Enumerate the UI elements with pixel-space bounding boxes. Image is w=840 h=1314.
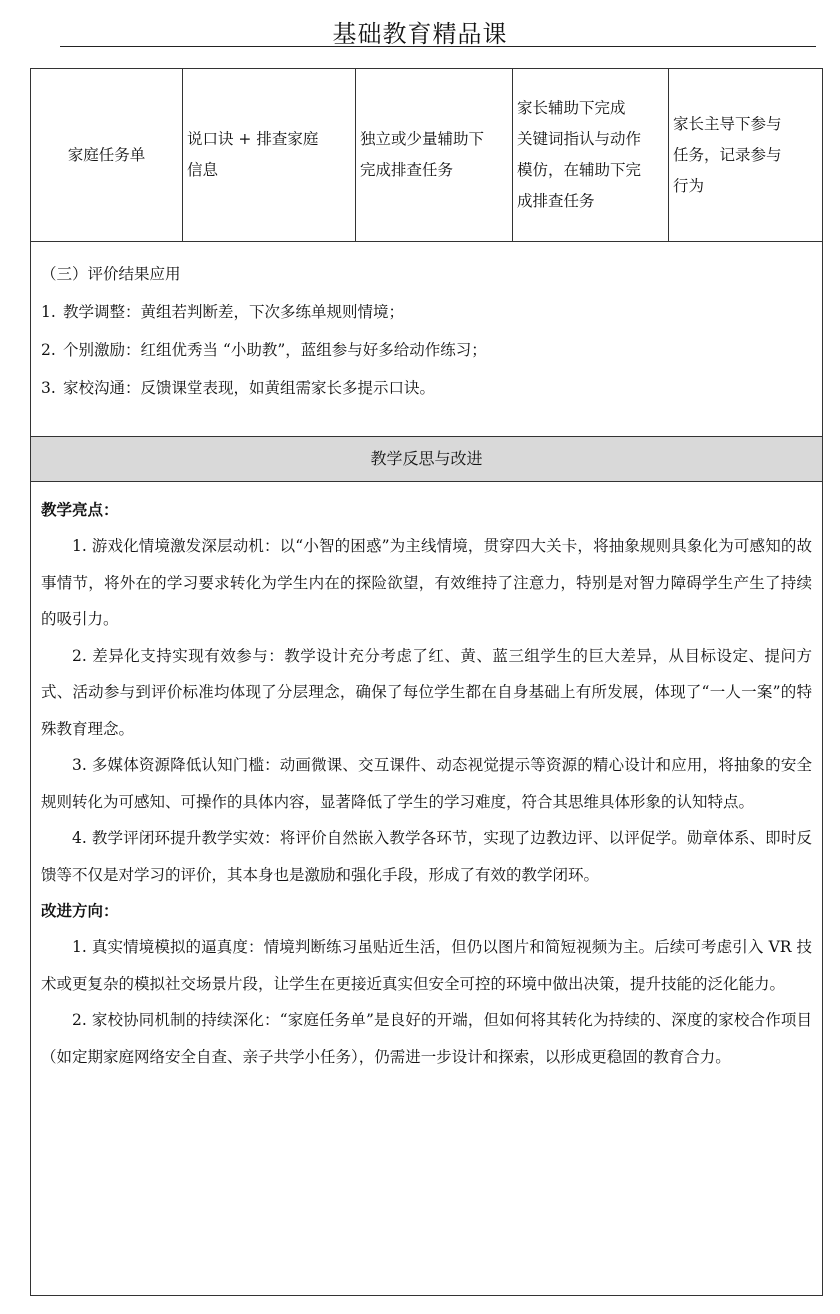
- task-row-label: 家庭任务单: [31, 69, 183, 241]
- evaluation-item-num: 3.: [41, 379, 56, 397]
- highlight-paragraph: 3. 多媒体资源降低认知门槛：动画微课、交互课件、动态视觉提示等资源的精心设计和应用，将抽象的安全规则转化为可感知、可操作的具体内容，显著降低了学生的学习难度，符合其思维具体形象的认知特点。: [41, 756, 812, 811]
- improvements-heading: 改进方向：: [41, 902, 119, 920]
- evaluation-item: [41, 331, 822, 369]
- document-frame: [30, 68, 823, 1296]
- task-cell-3: [513, 69, 669, 241]
- page-title: 基础教育精品课: [332, 20, 508, 48]
- task-cell-3-line-3: 模仿，在辅助下完: [517, 161, 642, 179]
- highlight-paragraph: 1. 游戏化情境激发深层动机：以“小智的困惑”为主线情境，贯穿四大关卡，将抽象规则具象化为可感知的故事情节，将外在的学习要求转化为学生内在的探险欲望，有效维持了注意力，特别是对智力障碍学生产生了持续的吸引力。: [41, 537, 812, 628]
- task-cell-4-line-2: 任务，记录参与: [673, 145, 782, 164]
- task-cell-1-line-1: 说口诀 + 排查家庭: [187, 130, 319, 148]
- reflection-body: [31, 482, 822, 1075]
- evaluation-item-text: 家校沟通：反馈课堂表现，如黄组需家长多提示口诀。: [63, 379, 436, 397]
- task-cell-3-line-2: 关键词指认与动作: [517, 130, 642, 148]
- highlight-paragraph: 2. 差异化支持实现有效参与：教学设计充分考虑了红、黄、蓝三组学生的巨大差异，从目标设定、提问方式、活动参与到评价标准均体现了分层理念，确保了每位学生都在自身基础上有所发展，体现了“一人一案”的特殊教育理念。: [41, 646, 812, 738]
- task-cell-3-line-1: 家长辅助下完成: [517, 99, 626, 117]
- task-cell-4-line-1: 家长主导下参与: [673, 114, 782, 133]
- task-cell-3-line-4: 成排查任务: [517, 192, 595, 210]
- task-cell-4: [669, 69, 822, 241]
- task-cell-2-line-2: 完成排查任务: [360, 161, 454, 179]
- task-table-row: [31, 69, 822, 242]
- improvement-paragraph: 1. 真实情境模拟的逼真度：情境判断练习虽贴近生活，但仍以图片和简短视频为主。后续可考虑引入 VR 技术或更复杂的模拟社交场景片段，让学生在更接近真实但安全可控的环境中做出决策，提升技能的泛化能力。: [41, 938, 812, 993]
- task-cell-2-line-1: 独立或少量辅助下: [360, 130, 485, 148]
- evaluation-item: [41, 293, 822, 331]
- reflection-band-title: 教学反思与改进: [31, 436, 822, 482]
- header-rule: [60, 46, 816, 47]
- evaluation-item-text: 个别激励：红组优秀当 “小助教”，蓝组参与好多给动作练习；: [63, 341, 487, 359]
- evaluation-section: [31, 241, 822, 436]
- evaluation-item: [41, 369, 822, 407]
- evaluation-item-num: 2.: [41, 341, 56, 359]
- task-cell-1: [183, 69, 356, 241]
- highlight-paragraph: 4. 教学评闭环提升教学实效：将评价自然嵌入教学各环节，实现了边教边评、以评促学。勋章体系、即时反馈等不仅是对学习的评价，其本身也是激励和强化手段，形成了有效的教学闭环。: [41, 829, 812, 884]
- improvement-paragraph: 2. 家校协同机制的持续深化：“家庭任务单”是良好的开端，但如何将其转化为持续的、深度的家校合作项目（如定期家庭网络安全自查、亲子共学小任务），仍需进一步设计和探索，以形成更稳固的教育合力。: [41, 1011, 812, 1066]
- evaluation-item-num: 1.: [41, 303, 56, 321]
- task-cell-2: [356, 69, 513, 241]
- task-cell-4-line-3: 行为: [673, 176, 705, 195]
- task-cell-1-line-2: 信息: [187, 161, 219, 179]
- evaluation-title: （三）评价结果应用: [41, 265, 181, 283]
- highlights-heading: 教学亮点：: [41, 501, 119, 519]
- evaluation-item-text: 教学调整：黄组若判断差，下次多练单规则情境；: [63, 303, 405, 321]
